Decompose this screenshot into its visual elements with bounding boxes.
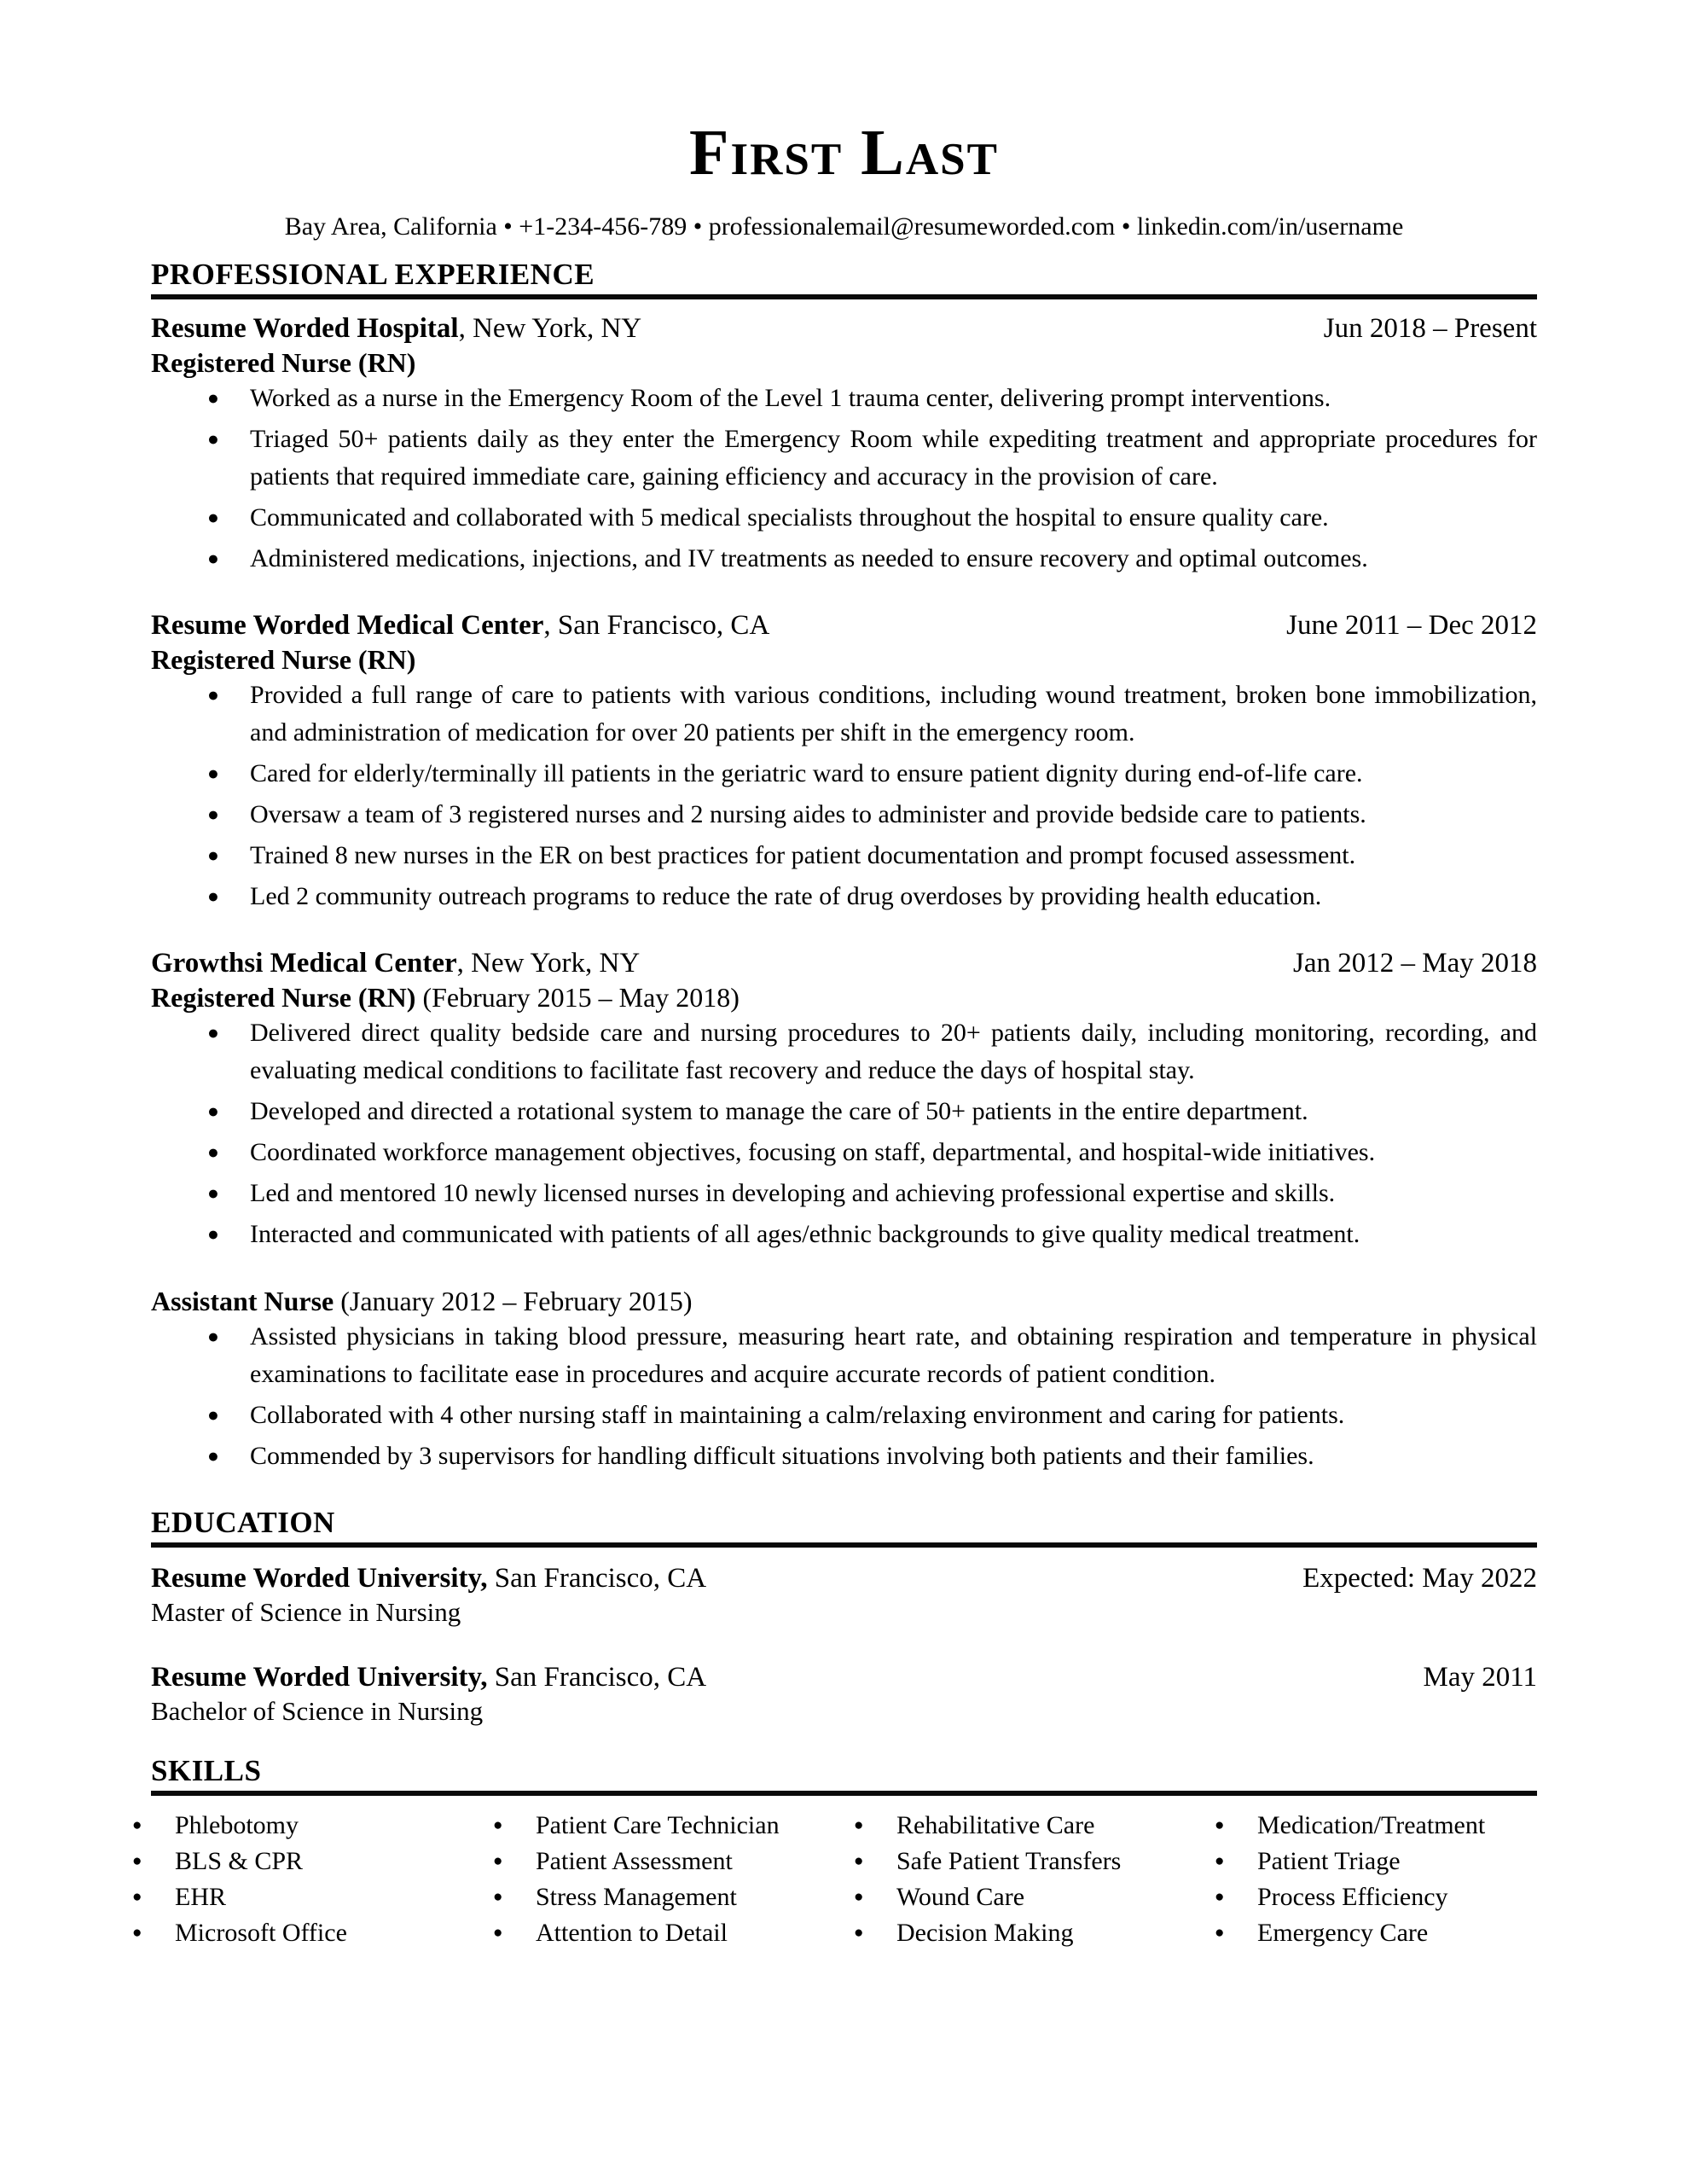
company-name: Growthsi Medical Center	[151, 948, 457, 979]
skill-item: ● Stress Management	[488, 1879, 849, 1915]
section-rule	[151, 1542, 1537, 1548]
bullet-item: ● Administered medications, injections, and IV treatments as needed to ensure recovery and optimal outcomes.	[206, 540, 1537, 578]
skill-item: ● Patient Assessment	[488, 1844, 849, 1879]
skill-item: ● Microsoft Office	[127, 1915, 488, 1951]
skills-heading: SKILLS	[151, 1754, 262, 1787]
skill-item: ● Medication/Treatment	[1209, 1808, 1570, 1844]
skills-column	[849, 1808, 1209, 1951]
job-dates: June 2011 – Dec 2012	[1286, 610, 1537, 641]
candidate-name: First Last	[689, 117, 999, 189]
contact-line: Bay Area, California • +1-234-456-789 • professionalemail@resumeworded.com • linkedin.com/in/username	[284, 212, 1404, 241]
role-title: Assistant Nurse	[151, 1286, 334, 1316]
role-title: Registered Nurse (RN)	[151, 982, 416, 1013]
bullet-item: ● Interacted and communicated with patients of all ages/ethnic backgrounds to give quality medical treatment.	[206, 1216, 1537, 1253]
bullet-item: ● Developed and directed a rotational system to manage the care of 50+ patients in the entire department.	[206, 1093, 1537, 1130]
skill-item: ● BLS & CPR	[127, 1844, 488, 1879]
education-section	[151, 1506, 1537, 1728]
skills-column	[1209, 1808, 1570, 1951]
education-heading: EDUCATION	[151, 1506, 335, 1539]
skill-item: ● Rehabilitative Care	[849, 1808, 1209, 1844]
bullet-item: ● Communicated and collaborated with 5 medical specialists throughout the hospital to ensure quality care.	[206, 499, 1537, 537]
job-entry	[151, 608, 1537, 915]
job-entry	[151, 311, 1537, 578]
company-and-location	[151, 311, 641, 346]
bullet-item: ● Collaborated with 4 other nursing staff in maintaining a calm/relaxing environment and caring for patients.	[206, 1397, 1537, 1434]
bullet-item: ● Delivered direct quality bedside care and nursing procedures to 20+ patients daily, including monitoring, recording, and evaluating medical conditions to facilitate fast recovery and reduce the days of hospital stay.	[206, 1014, 1537, 1089]
job-entry	[151, 1284, 1537, 1475]
company-location: , New York, NY	[456, 948, 641, 979]
bullet-item: ● Trained 8 new nurses in the ER on best practices for patient documentation and prompt focused assessment.	[206, 837, 1537, 874]
school-line	[151, 1561, 1537, 1595]
skills-section	[151, 1754, 1537, 1951]
skill-item: ● EHR	[127, 1879, 488, 1915]
school-and-location	[151, 1660, 706, 1694]
school-name: Resume Worded University,	[151, 1662, 488, 1693]
bullet-item: ● Triaged 50+ patients daily as they enter the Emergency Room while expediting treatment and appropriate procedures for patients that required immediate care, gaining efficiency and accuracy in the provision of care.	[206, 421, 1537, 496]
company-and-location	[151, 608, 769, 642]
skill-item: ● Wound Care	[849, 1879, 1209, 1915]
role-title: Registered Nurse (RN)	[151, 347, 416, 378]
experience-section	[151, 258, 1537, 1475]
skill-item: ● Process Efficiency	[1209, 1879, 1570, 1915]
company-name: Resume Worded Medical Center	[151, 610, 544, 641]
job-dates: Jun 2018 – Present	[1323, 313, 1537, 344]
role-note: (February 2015 – May 2018)	[415, 982, 740, 1013]
skill-item: ● Patient Care Technician	[488, 1808, 849, 1844]
bullet-list	[151, 1014, 1537, 1253]
experience-heading: PROFESSIONAL EXPERIENCE	[151, 258, 595, 291]
company-location: , New York, NY	[458, 313, 642, 344]
education-entry	[151, 1660, 1537, 1728]
job-dates: Jan 2012 – May 2018	[1293, 948, 1537, 979]
role-line	[151, 980, 1537, 1014]
skill-item: ● Patient Triage	[1209, 1844, 1570, 1879]
role-line	[151, 346, 1537, 380]
bullet-item: ● Cared for elderly/terminally ill patients in the geriatric ward to ensure patient dignity during end-of-life care.	[206, 755, 1537, 793]
section-rule	[151, 1791, 1537, 1796]
role-line	[151, 1284, 1537, 1318]
bullet-item: ● Worked as a nurse in the Emergency Room of the Level 1 trauma center, delivering prompt interventions.	[206, 380, 1537, 417]
company-line	[151, 311, 1537, 346]
company-name: Resume Worded Hospital	[151, 313, 459, 344]
job-entry	[151, 946, 1537, 1253]
resume-header	[151, 0, 1537, 244]
company-location: , San Francisco, CA	[543, 610, 770, 641]
role-line	[151, 642, 1537, 677]
bullet-item: ● Assisted physicians in taking blood pressure, measuring heart rate, and obtaining respiration and temperature in physical examinations to facilitate ease in procedures and acquire accurate records of patient condition.	[206, 1318, 1537, 1393]
bullet-item: ● Oversaw a team of 3 registered nurses and 2 nursing aides to administer and provide bedside care to patients.	[206, 796, 1537, 834]
school-line	[151, 1660, 1537, 1694]
school-location: San Francisco, CA	[487, 1662, 707, 1693]
skills-column	[127, 1808, 488, 1951]
skill-item: ● Attention to Detail	[488, 1915, 849, 1951]
degree: Bachelor of Science in Nursing	[151, 1696, 484, 1726]
skills-grid	[127, 1808, 1537, 1951]
education-dates: Expected: May 2022	[1302, 1563, 1537, 1594]
bullet-list	[151, 677, 1537, 915]
company-line	[151, 608, 1537, 642]
skills-column	[488, 1808, 849, 1951]
role-note: (January 2012 – February 2015)	[334, 1286, 693, 1316]
bullet-item: ● Coordinated workforce management objectives, focusing on staff, departmental, and hospital-wide initiatives.	[206, 1134, 1537, 1171]
education-dates: May 2011	[1423, 1662, 1537, 1693]
school-name: Resume Worded University,	[151, 1563, 488, 1594]
role-title: Registered Nurse (RN)	[151, 644, 416, 675]
education-entry	[151, 1561, 1537, 1629]
degree: Master of Science in Nursing	[151, 1597, 461, 1627]
school-location: San Francisco, CA	[487, 1563, 707, 1594]
company-and-location	[151, 946, 640, 980]
skill-item: ● Safe Patient Transfers	[849, 1844, 1209, 1879]
bullet-item: ● Commended by 3 supervisors for handling difficult situations involving both patients and their families.	[206, 1438, 1537, 1475]
bullet-item: ● Provided a full range of care to patients with various conditions, including wound treatment, broken bone immobilization, and administration of medication for over 20 patients per shift in the emergency room.	[206, 677, 1537, 752]
skill-item: ● Phlebotomy	[127, 1808, 488, 1844]
bullet-list	[151, 1318, 1537, 1475]
bullet-item: ● Led 2 community outreach programs to reduce the rate of drug overdoses by providing health education.	[206, 878, 1537, 915]
school-and-location	[151, 1561, 706, 1595]
company-line	[151, 946, 1537, 980]
bullet-item: ● Led and mentored 10 newly licensed nurses in developing and achieving professional expertise and skills.	[206, 1175, 1537, 1212]
bullet-list	[151, 380, 1537, 578]
skill-item: ● Emergency Care	[1209, 1915, 1570, 1951]
skill-item: ● Decision Making	[849, 1915, 1209, 1951]
section-rule	[151, 294, 1537, 299]
